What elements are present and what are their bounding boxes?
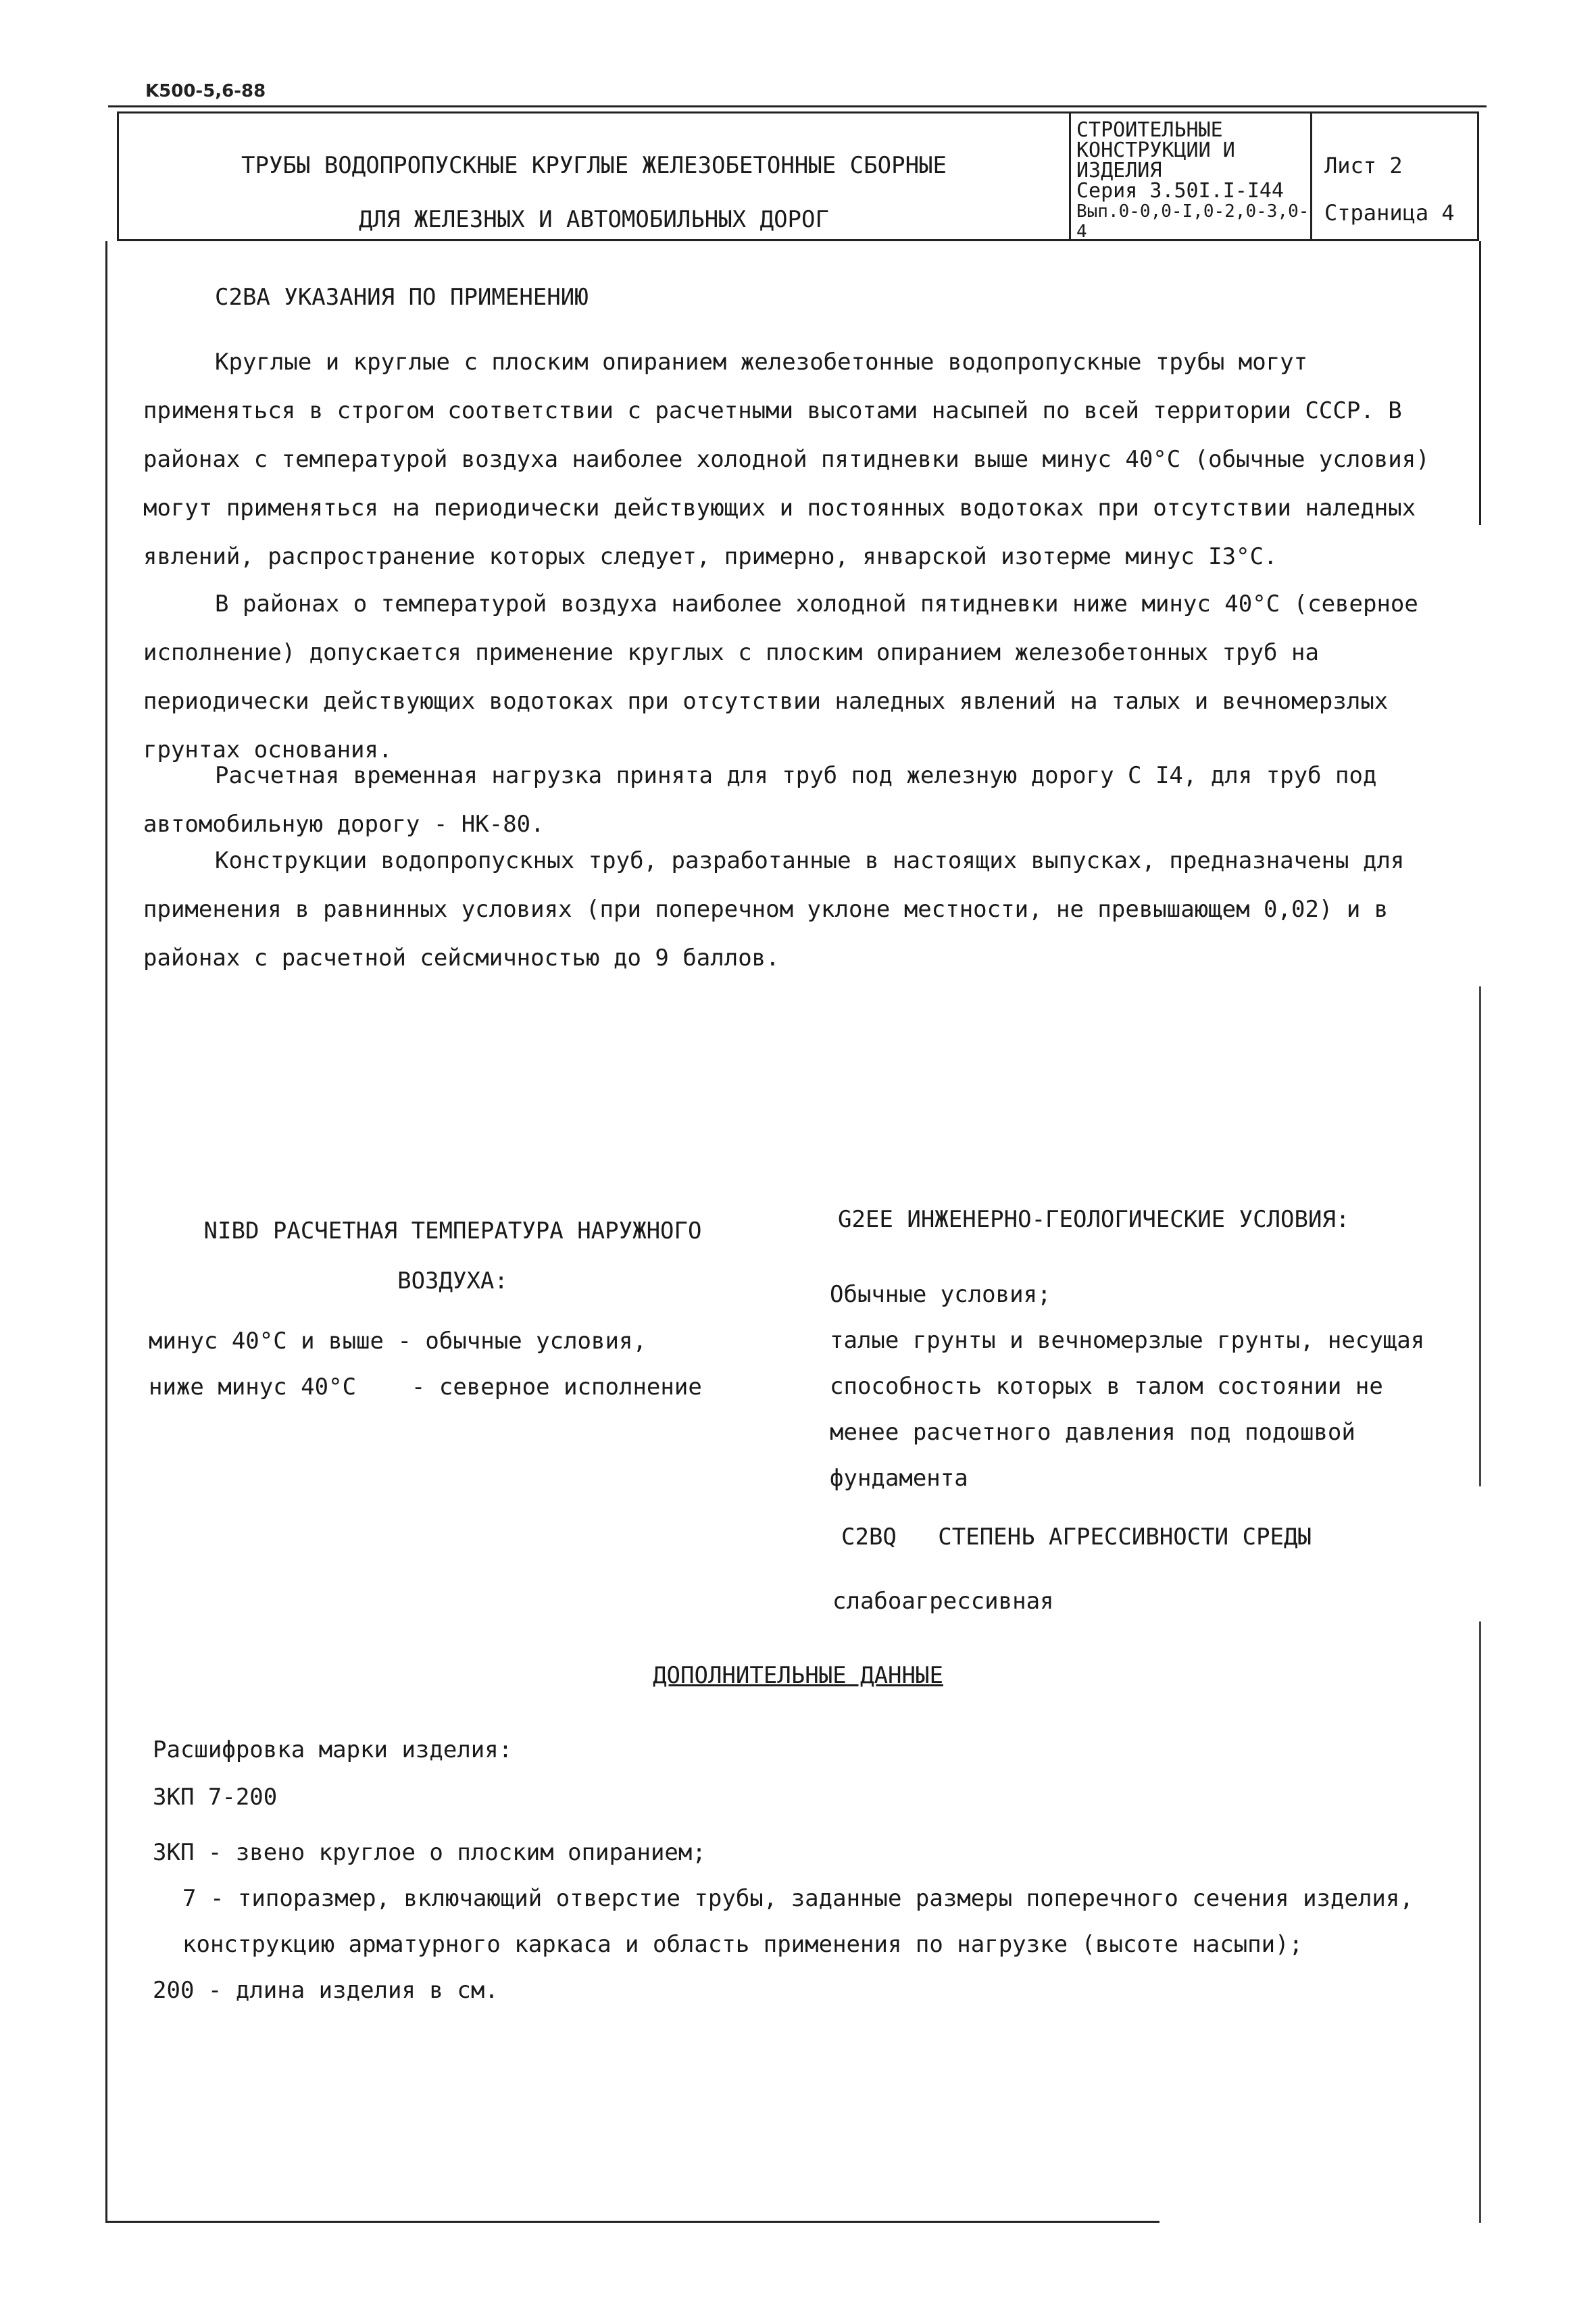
- mark-decoding-row: [153, 1830, 1464, 1876]
- category-line-3: ИЗДЕЛИЯ: [1076, 159, 1162, 182]
- geology-section-title: G2EE ИНЖЕНЕРНО-ГЕОЛОГИЧЕСКИЕ УСЛОВИЯ:: [838, 1206, 1350, 1233]
- aggression-section-title: C2BQ СТЕПЕНЬ АГРЕССИВНОСТИ СРЕДЫ: [841, 1524, 1312, 1551]
- mark-decoding-row: [153, 1876, 1466, 1967]
- top-rule: [108, 105, 1487, 107]
- application-paragraph: Расчетная временная нагрузка принята для труб под железную дорогу С I4, для труб под автомобильную дорогу - НК-80.: [143, 762, 1377, 838]
- issues-list: Вып.0-0,0-I,0-2,0-3,0-4: [1076, 201, 1310, 242]
- sheet-info: [1324, 142, 1480, 236]
- mark-part: ЗКП: [153, 1839, 195, 1866]
- title-line-1: ТРУБЫ ВОДОПРОПУСКНЫЕ КРУГЛЫЕ ЖЕЛЕЗОБЕТОННЫЕ СБОРНЫЕ: [241, 152, 947, 179]
- application-paragraph: Круглые и круглые с плоским опиранием железобетонные водопропускные трубы могут применяться в строгом соответствии с расчетными высотами насыпей по всей территории СССР. В районах с температурой воздуха наиболее холодной пятидневки выше минус 40°C (обычные условия) могут применяться на периодически действующих и постоянных водотоках при отсутствии наледных явлений, распространение которых следует, примерно, январской изотерме минус I3°C.: [143, 349, 1430, 570]
- mark-decoding-row: [153, 1967, 1464, 2013]
- temperature-title-line-1: NIBD РАСЧЕТНАЯ ТЕМПЕРАТУРА НАРУЖНОГО: [203, 1217, 702, 1244]
- title-line-2: ДЛЯ ЖЕЛЕЗНЫХ И АВТОМОБИЛЬНЫХ ДОРОГ: [359, 206, 829, 233]
- mark-part-description: - звено круглое о плоским опиранием;: [207, 1839, 706, 1866]
- additional-data-title: ДОПОЛНИТЕЛЬНЫЕ ДАННЫЕ: [653, 1662, 943, 1689]
- product-mark: ЗКП 7-200: [153, 1784, 278, 1811]
- category-line-1: СТРОИТЕЛЬНЫЕ: [1076, 118, 1223, 142]
- frame-bottom-border: [105, 2221, 1159, 2223]
- mark-decoding-heading: Расшифровка марки изделия:: [153, 1736, 513, 1763]
- mark-part-description: - типоразмер, включающий отверстие трубы, заданные размеры поперечного сечения изделия, конструкцию арматурного каркаса и область применения по нагрузке (высоте насыпи);: [182, 1885, 1414, 1958]
- temperature-normal: минус 40°C и выше - обычные условия,: [149, 1328, 647, 1355]
- application-section-title: C2BA УКАЗАНИЯ ПО ПРИМЕНЕНИЮ: [215, 284, 589, 311]
- title-block-divider: [1310, 111, 1312, 241]
- page-number: Страница 4: [1324, 200, 1455, 226]
- frame-right-border: [1479, 241, 1481, 525]
- frame-left-border: [105, 241, 107, 2221]
- category-line-2: КОНСТРУКЦИИ И: [1076, 139, 1235, 162]
- aggression-value: слабоагрессивная: [832, 1588, 1054, 1615]
- series-number: Серия 3.50I.I-I44: [1076, 179, 1285, 203]
- title-block-divider: [1069, 111, 1071, 241]
- temperature-section-title: [182, 1206, 723, 1306]
- geology-line-2: талые грунты и вечномерзлые грунты, несущая способность которых в талом состоянии не менее расчетного давления под подошвой фундамента: [830, 1327, 1425, 1492]
- sheet-number: Лист 2: [1324, 153, 1403, 178]
- application-paragraph: Конструкции водопропускных труб, разработанные в настоящих выпусках, предназначены для применения в равнинных условиях (при поперечном уклоне местности, не превышающем 0,02) и в районах с расчетной сейсмичностью до 9 баллов.: [143, 847, 1405, 972]
- application-paragraph: В районах о температурой воздуха наиболее холодной пятидневки ниже минус 40°C (северное исполнение) допускается применение круглых с плоским опиранием железобетонных труб на периодически действующих водотоках при отсутствии наледных явлений на талых и вечномерзлых грунтах основания.: [143, 590, 1418, 763]
- temperature-northern: ниже минус 40°C - северное исполнение: [149, 1374, 702, 1401]
- mark-part: 200: [153, 1977, 195, 2004]
- temperature-title-line-2: ВОЗДУХА:: [397, 1267, 508, 1294]
- document-title: [119, 139, 1069, 247]
- frame-right-border: [1479, 1621, 1481, 2223]
- series-info: [1076, 120, 1310, 242]
- geology-section-body: [830, 1272, 1451, 1501]
- frame-right-border: [1479, 986, 1481, 1486]
- mark-part-description: - длина изделия в см.: [207, 1977, 499, 2004]
- mark-part: 7: [182, 1885, 197, 1912]
- geology-line-1: Обычные условия;: [830, 1281, 1051, 1308]
- document-code: K500-5,6-88: [145, 81, 266, 101]
